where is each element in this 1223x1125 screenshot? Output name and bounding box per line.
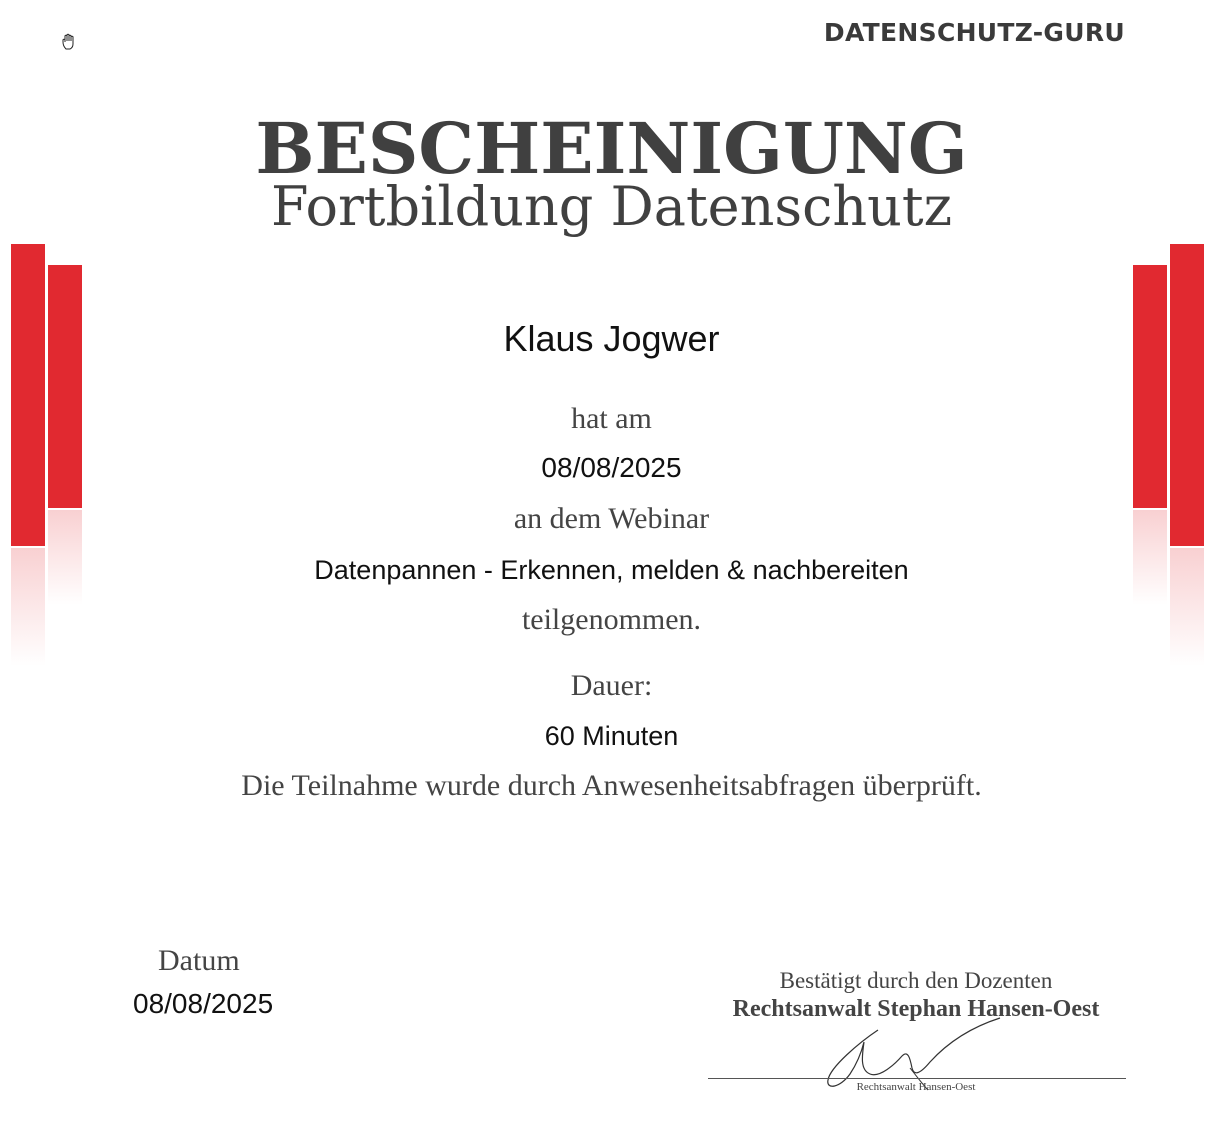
signature-caption: Rechtsanwalt Hansen-Oest [856,1081,976,1093]
confirmation-label: Bestätigt durch den Dozenten [779,968,1053,993]
handwritten-signature [800,1012,1030,1092]
participant-name: Klaus Jogwer [503,318,720,359]
text-webinar: an dem Webinar [513,502,710,535]
lecturer-name: Rechtsanwalt Stephan Hansen-Oest [732,996,1100,1022]
date-value: 08/08/2025 [133,988,274,1019]
duration-value: 60 Minuten [544,721,679,751]
date-label: Datum [158,944,240,977]
duration-label: Dauer: [570,669,653,702]
text-participated: teilgenommen. [521,603,702,636]
text-has-on: hat am [571,402,652,435]
verification-note: Die Teilnahme wurde durch Anwesenheitsabfragen überprüft. [241,769,982,802]
certificate-title: BESCHEINIGUNG [255,107,968,190]
decor-bar-left-outer [11,244,45,546]
decor-bar-right-outer [1170,244,1204,546]
signature-line [708,1078,1126,1079]
brand-logo-text: DATENSCHUTZ-GURU [823,18,1125,47]
webinar-title: Datenpannen - Erkennen, melden & nachbereiten [314,555,909,585]
hand-cursor-icon [60,32,80,52]
participation-date: 08/08/2025 [541,452,682,483]
certificate-subtitle: Fortbildung Datenschutz [270,175,953,238]
